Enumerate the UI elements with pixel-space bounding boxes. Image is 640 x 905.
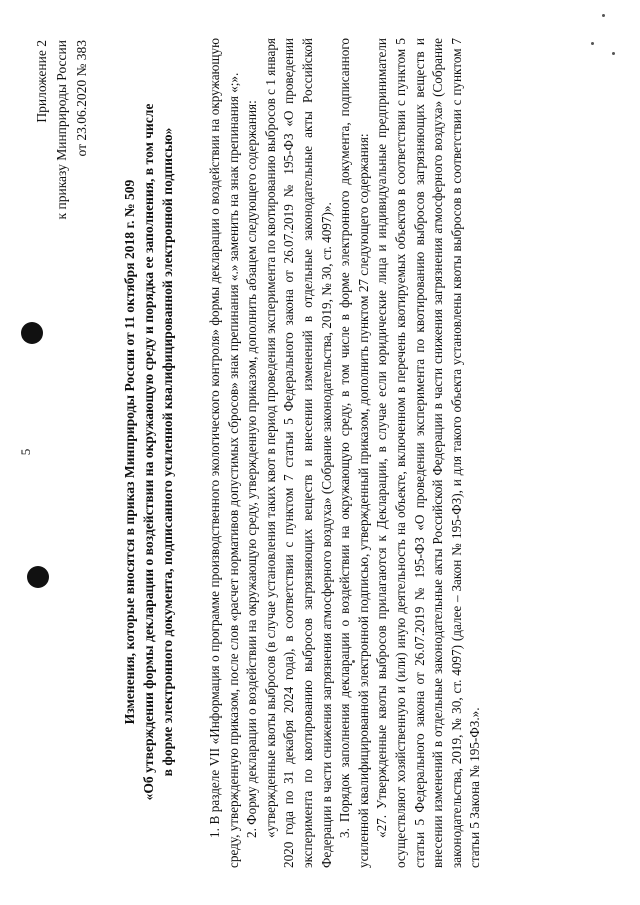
page-number: 5 bbox=[18, 448, 33, 456]
appendix-line: от 23.06.2020 № 383 bbox=[74, 40, 89, 157]
document-body bbox=[206, 38, 485, 868]
paragraph: «утвержденные квоты выбросов (в случае установления таких квот в период проведения эксперимента по квотированию выбросов с 1 января 2020 года по 31 декабря 2024 года), в соответствии с пунктом 7 статьи 5 Федерального закона от 26.07.2019 № 195-ФЗ «О проведении эксперимента по квотированию выбросов загрязняющих веществ и внесении изменений в отдельные законодательные акты Российской Федерации в части снижения загрязнения атмосферного воздуха» (Собрание законодательства, 2019, № 30, ст. 4097)». bbox=[262, 38, 334, 868]
title-line: в форме электронного документа, подписанного усиленной квалифицированной электронной подписью» bbox=[160, 127, 175, 777]
rotated-document bbox=[10, 12, 630, 892]
appendix-line: Приложение 2 bbox=[34, 40, 49, 123]
appendix-line: к приказу Минприроды России bbox=[54, 40, 69, 220]
title-line: «Об утверждении формы декларации о воздействии на окружающую среду и порядка ее заполнения, в том числе bbox=[141, 103, 156, 801]
appendix-header bbox=[32, 40, 92, 219]
paragraph: 2. Форму декларации о воздействии на окружающую среду, утвержденную приказом, дополнить абзацем следующего содержания: bbox=[244, 100, 260, 838]
paragraph: «27. Утвержденные квоты выбросов прилагаются к Декларации, в случае если юридические лица и индивидуальные предприниматели осуществляют хозяйственную и (или) иную деятельность на объекте, включенном в перечень квотируемых объектов в соответствии с пунктом 5 статьи 5 Федерального закона от 26.07.2019 № 195-ФЗ «О проведении эксперимента по квотированию выбросов загрязняющих веществ и внесении изменений в отдельные законодательные акты Российской Федерации в части снижения загрязнения атмосферного воздуха» (Собрание законодательства, 2019, № 30, ст. 4097) (далее – Закон № 195-ФЗ), и для такого объекта установлены квоты выбросов в соответствии с пунктом 7 статьи 5 Закона № 195-ФЗ.». bbox=[374, 38, 483, 868]
paragraph: 3. Порядок заполнения декларации о воздействии на окружающую среду, в том числе в форме электронного документа, подписанного усиленной квалифицированной электронной подписью, утвержденный приказом, дополнить пунктом 27 следующего содержания: bbox=[337, 38, 371, 868]
paragraph: 1. В разделе VII «Информация о программе производственного экологического контроля» формы декларации о воздействии на окружающую среду, утвержденную приказом, после слов «расчет нормативов допустимых сбросов» знак препинания «.» заменить на знак препинания «;». bbox=[207, 38, 241, 868]
document-title bbox=[120, 52, 177, 852]
title-line: Изменения, которые вносятся в приказ Минприроды России от 11 октября 2018 г. № 509 bbox=[122, 179, 137, 725]
